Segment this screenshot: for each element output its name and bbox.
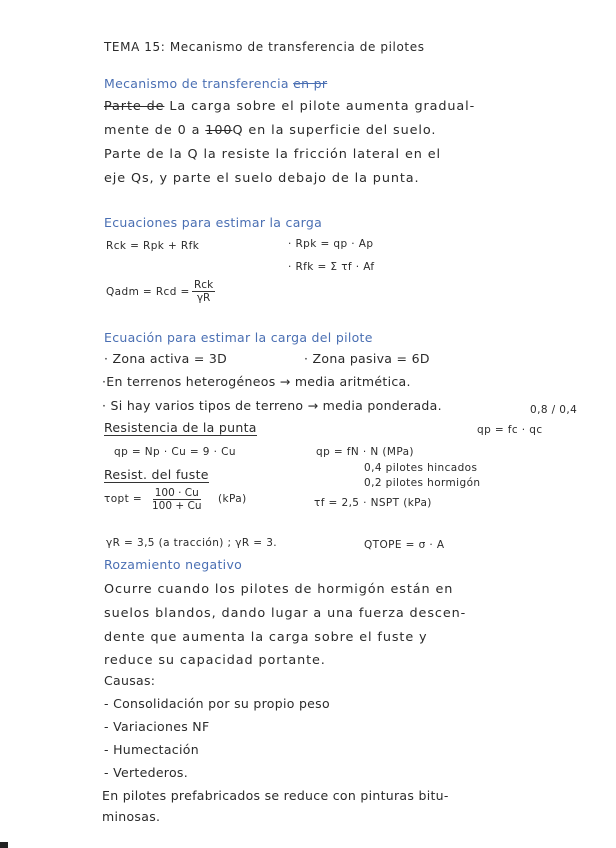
zona-pasiva: · Zona pasiva = 6D [304,351,430,366]
mecanismo-heading-struck: en pr [293,76,328,91]
page-title: TEMA 15: Mecanismo de transferencia de pilotes [104,40,425,54]
rozamiento-line-2: suelos blandos, dando lugar a una fuerza descen- [104,606,467,621]
causa-item: - Consolidación por su propio peso [104,696,330,711]
varios-terrenos: · Si hay varios tipos de terreno → media ponderada. [102,398,442,413]
qp-side-note: 0,8 / 0,4 [530,404,578,416]
line-text-a: mente de 0 a [104,123,201,138]
q-tope-equation: QTOPE = σ · A [364,539,445,551]
zona-activa: · Zona activa = 3D [104,351,228,366]
fn-note-hormigon: 0,2 pilotes hormigón [364,477,481,489]
mecanismo-heading [104,76,327,91]
tau-numerator: 100 · Cu [154,487,199,499]
resistencia-punta-heading: Resistencia de la punta [104,420,257,435]
qp-n-equation: qp = fN · N (MPa) [316,446,414,458]
mecanismo-heading-text: Mecanismo de transferencia [104,76,289,91]
rozamiento-line-4: reduce su capacidad portante. [104,653,326,668]
rck-equation: Rck = Rpk + Rfk [106,240,200,252]
tau-lhs: τopt = [104,493,143,505]
resist-fuste-heading: Resist. del fuste [104,467,209,482]
line-text: La carga sobre el pilote aumenta gradual- [169,99,476,114]
line-text-b: Q en la superficie del suelo. [232,123,437,138]
qp-cu-equation: qp = Np · Cu = 9 · Cu [114,446,236,458]
struck-word: Parte de [104,99,165,114]
gamma-r-values: γR = 3,5 (a tracción) ; γR = 3. [106,537,278,549]
fn-note-hincados: 0,4 pilotes hincados [364,462,478,474]
rozamiento-line-1: Ocurre cuando los pilotes de hormigón están en [104,582,454,597]
qp-side-equation: qp = fc · qc [477,424,543,436]
causa-item: - Vertederos. [104,765,189,780]
tau-unit: (kPa) [218,493,247,505]
struck-word: 100 [205,123,233,138]
mecanismo-line-4: eje Qs, y parte el suelo debajo de la punta. [104,171,420,186]
rpk-equation: · Rpk = qp · Ap [288,238,374,250]
rozamiento-line-3: dente que aumenta la carga sobre el fuste y [104,630,428,645]
ecuacion-pilote-heading: Ecuación para estimar la carga del pilote [104,330,373,345]
final-line-1: En pilotes prefabricados se reduce con pinturas bitu- [102,788,449,803]
scan-edge-mark [0,842,8,848]
mecanismo-line-1 [104,99,475,114]
final-line-2: minosas. [102,809,161,824]
causa-item: - Variaciones NF [104,719,210,734]
tau-denominator: 100 + Cu [152,500,202,512]
tf-nspt-equation: τf = 2,5 · NSPT (kPa) [314,497,432,509]
qadm-fraction [192,279,215,304]
qadm-numerator: Rck [194,279,214,291]
rfk-equation: · Rfk = Σ τf · Af [288,261,375,273]
rozamiento-heading: Rozamiento negativo [104,557,243,572]
mecanismo-line-2 [104,123,436,138]
terrenos-heterogeneos: ·En terrenos heterogéneos → media aritmética. [102,374,411,389]
qadm-denominator: γR [196,292,211,304]
qadm-lhs: Qadm = Rcd = [106,286,190,298]
causas-label: Causas: [104,673,156,688]
tau-fraction [152,487,202,512]
mecanismo-line-3: Parte de la Q la resiste la fricción lateral en el [104,147,441,162]
ecuaciones-heading: Ecuaciones para estimar la carga [104,215,323,230]
causa-item: - Humectación [104,742,199,757]
